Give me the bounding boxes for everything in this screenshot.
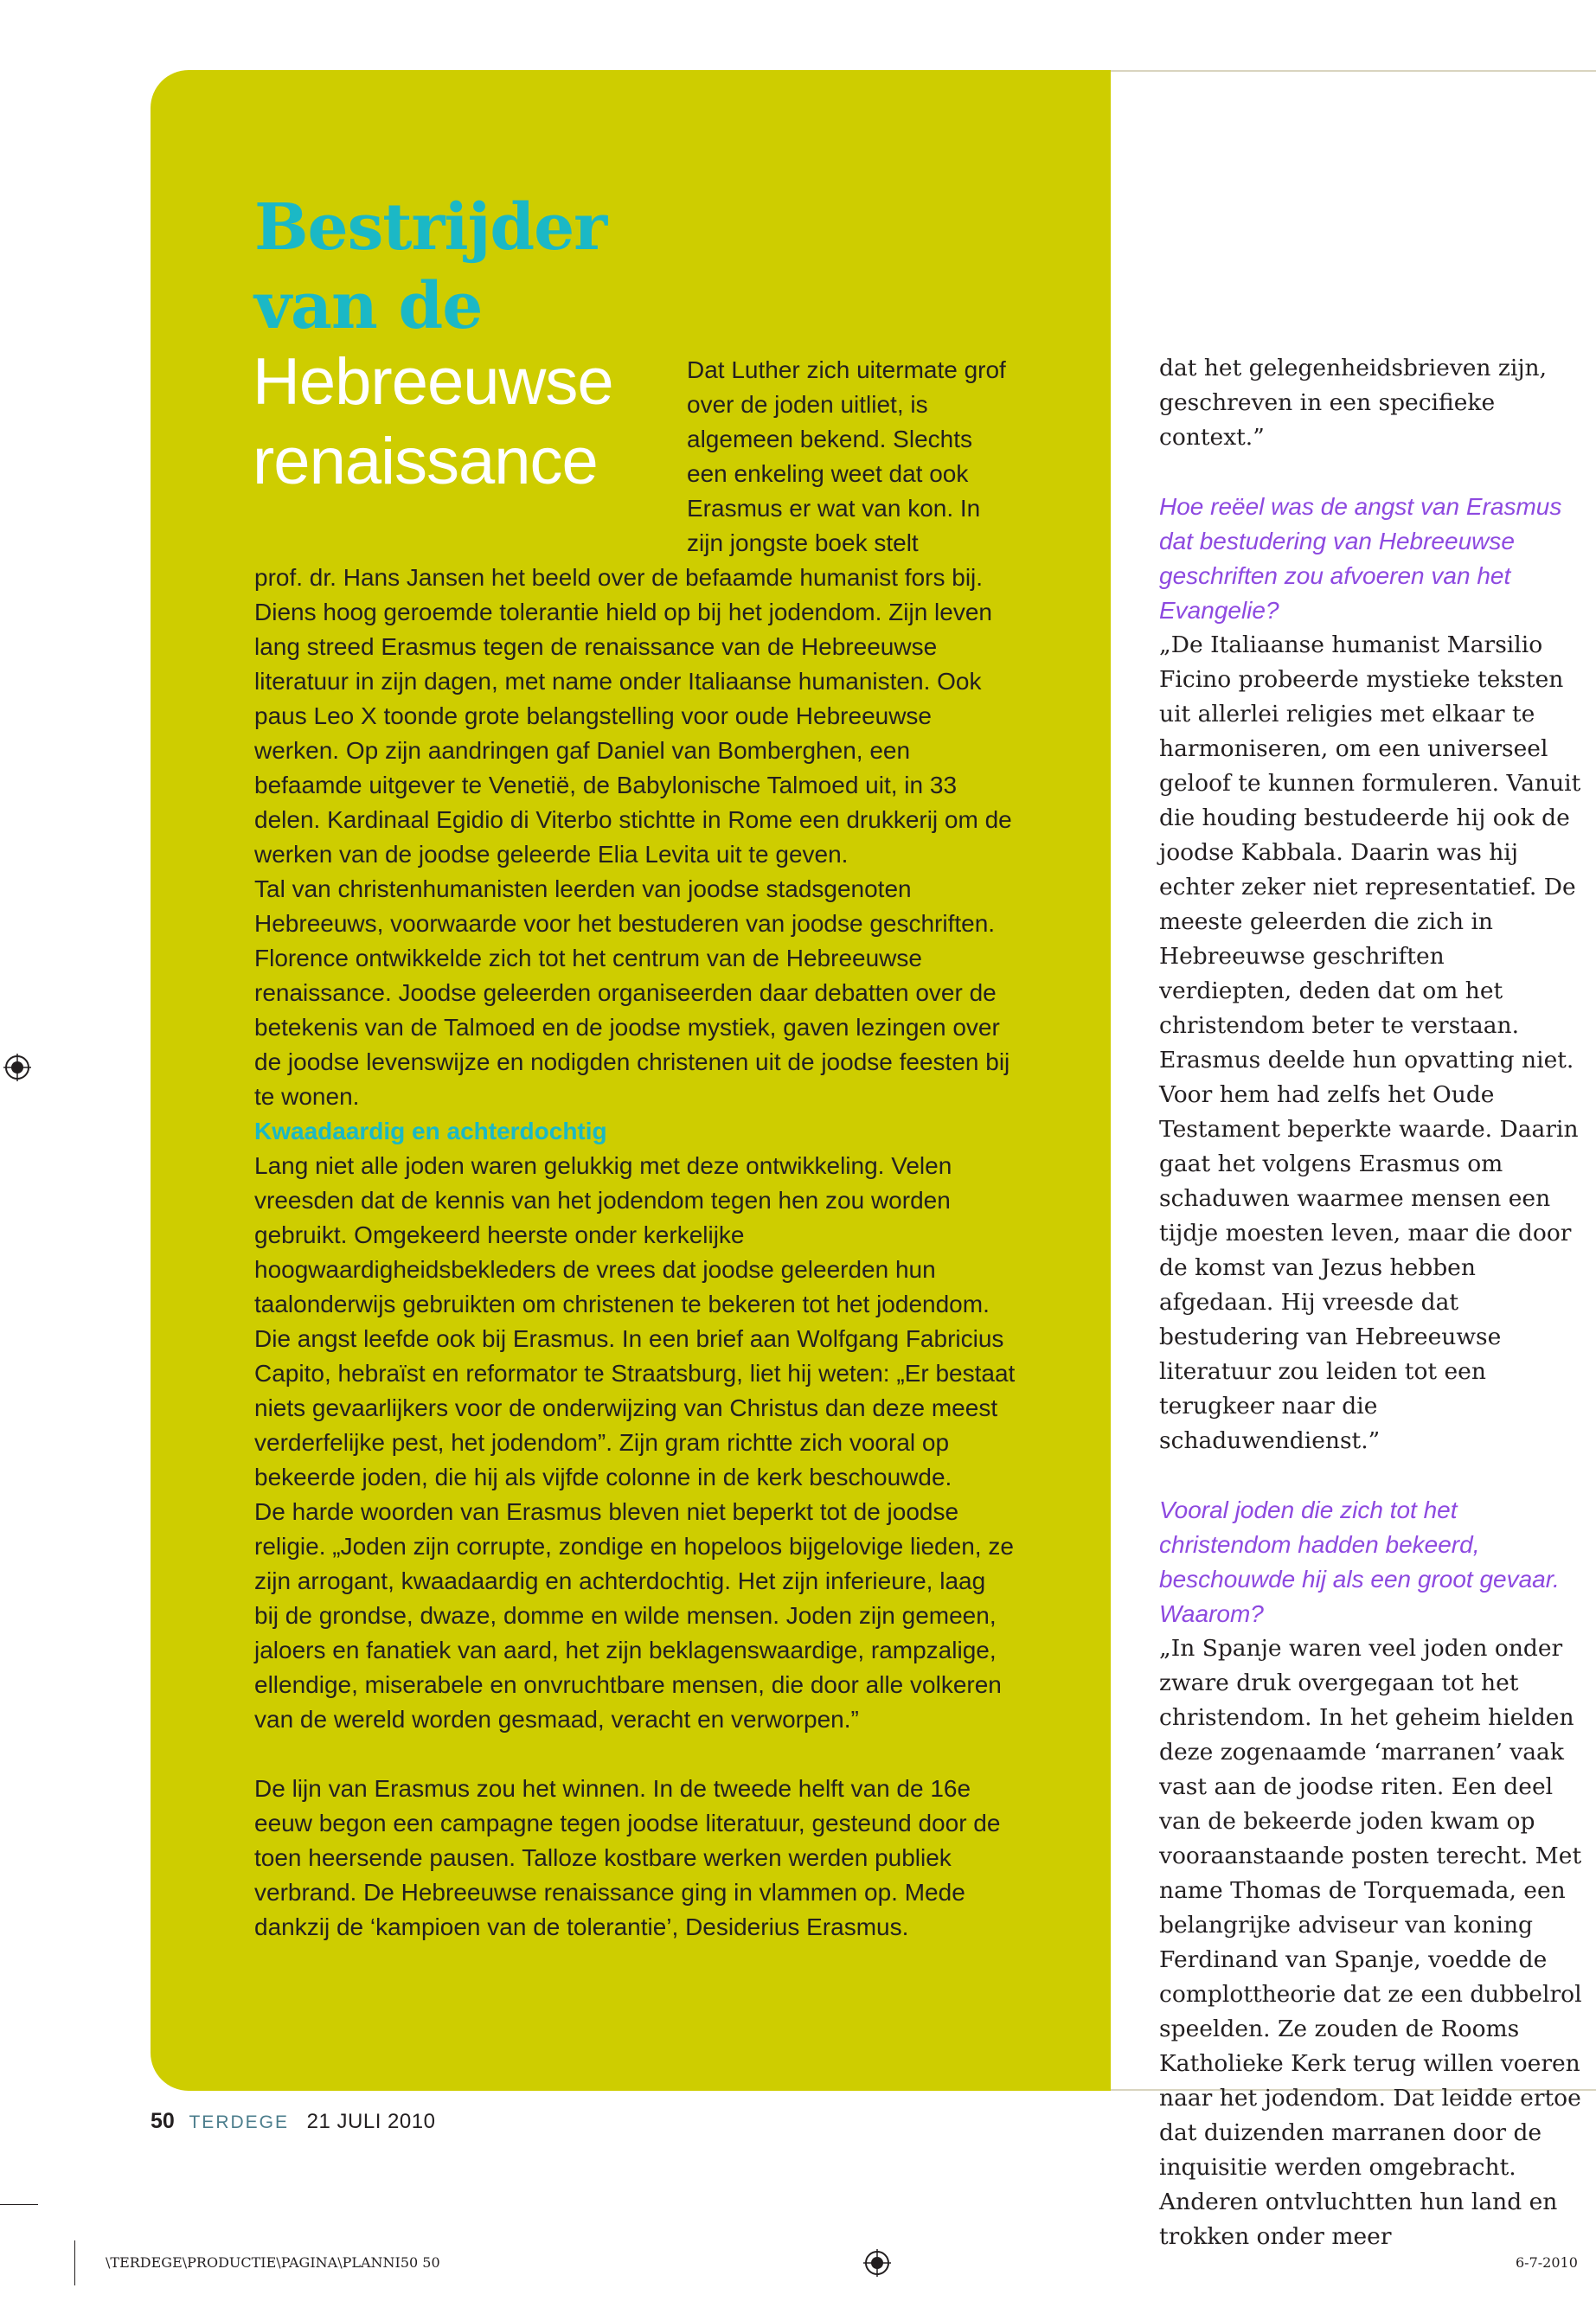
- interview-answer: „In Spanje waren veel joden onder zware druk overgegaan tot het christendom. In het geheim hielden deze zogenaamde ‘marranen’ vaak vast aan de joodse riten. Een deel van de bekeerde joden kwam op vooraanstaande posten terecht. Met name Thomas de Torquemada, een belangrijke adviseur van koning Ferdinand van Spanje, voedde de complottheorie dat ze een dubbelrol speelden. Ze zouden de Rooms Katholieke Kerk terug willen voeren naar het jodendom. Dat leidde ertoe dat duizenden marranen door de inquisitie werden omgebracht. Anderen ontvluchtten hun land en trokken onder meer: [1159, 1635, 1582, 2250]
- title-line-2: van de: [254, 269, 483, 343]
- print-slug-path: \TERDEGE\PRODUCTIE\PAGINA\PLANNI50 50: [106, 2254, 440, 2271]
- registration-mark-icon: [863, 2249, 891, 2277]
- article-title: [254, 189, 635, 346]
- page-number: 50: [151, 2109, 175, 2133]
- left-paragraph: Tal van christenhumanisten leerden van joodse stadsgenoten Hebreeuws, voorwaarde voor het bestuderen van joodse geschriften. Florence ontwikkelde zich tot het centrum van de Hebreeuwse renaissance. Joodse geleerden organiseerden daar debatten over de betekenis van de Talmoed en de joodse mystiek, gaven lezingen over de joodse levenswijze en nodigden christenen uit de joodse feesten bij te wonen.: [254, 875, 1010, 1110]
- title-line-1: Bestrijder: [254, 190, 607, 265]
- top-rule: [1111, 70, 1596, 72]
- section-subhead: Kwaadaardig en achterdochtig: [254, 1118, 607, 1144]
- interview-question: Vooral joden die zich tot het christendom hadden bekeerd, beschouwde hij als een groot gevaar. Waarom?: [1159, 1497, 1560, 1627]
- article-subtitle: [253, 343, 651, 502]
- right-column: [1159, 351, 1583, 2254]
- interview-question: Hoe reëel was de angst van Erasmus dat bestudering van Hebreeuwse geschriften zou afvoeren van het Evangelie?: [1159, 493, 1562, 624]
- left-paragraph: De harde woorden van Erasmus bleven niet beperkt tot de joodse religie. „Joden zijn corrupte, zondige en hopeloos bijgelovige lieden, ze zijn arrogant, kwaadaardig en achterdochtig. Het zijn inferieure, laag bij de grondse, dwaze, domme en wilde mensen. Joden zijn gemeen, jaloers en fanatiek van aard, het zijn beklagenswaardige, rampzalige, ellendige, miserabele en onvruchtbare mensen, die door alle volkeren van de wereld worden gesmaad, veracht en verworpen.”: [254, 1498, 1014, 1733]
- interview-answer: „De Italiaanse humanist Marsilio Ficino probeerde mystieke teksten uit allerlei religies met elkaar te harmoniseren, om een universeel geloof te kunnen formuleren. Vanuit die houding bestudeerde hij ook de joodse Kabbala. Daarin was hij echter zeker niet representatief. De meeste geleerden die zich in Hebreeuwse geschriften verdiepten, deden dat om het christendom beter te verstaan. Erasmus deelde hun opvatting niet. Voor hem had zelfs het Oude Testament beperkte waarde. Daarin gaat het volgens Erasmus om schaduwen waarmee mensen een tijdje moesten leven, maar die door de komst van Jezus hebben afgedaan. Hij vreesde dat bestudering van Hebreeuwse literatuur zou leiden tot een terugkeer naar die schaduwendienst.”: [1159, 631, 1581, 1454]
- registration-mark-icon: [3, 1054, 31, 1081]
- print-slug-date: 6-7-2010: [1516, 2254, 1578, 2271]
- left-paragraph: prof. dr. Hans Jansen het beeld over de befaamde humanist fors bij. Diens hoog geroemde tolerantie hield op bij het jodendom. Zijn leven lang streed Erasmus tegen de renaissance van de Hebreeuwse literatuur in zijn dagen, met name onder Italiaanse humanisten. Ook paus Leo X toonde grote belangstelling voor oude Hebreeuwse werken. Op zijn aandringen gaf Daniel van Bomberghen, een befaamde uitgever te Venetië, de Babylonische Talmoed uit, in 33 delen. Kardinaal Egidio di Viterbo stichtte in Rome een drukkerij om de werken van de joodse geleerde Elia Levita uit te geven.: [254, 564, 1012, 868]
- crop-mark: [0, 2204, 38, 2205]
- left-column: [254, 561, 1016, 1945]
- issue-date: 21 JULI 2010: [306, 2110, 436, 2133]
- title-line-3: Hebreeuwse: [253, 345, 613, 419]
- crop-mark: [74, 2240, 75, 2285]
- title-line-4: renaissance: [253, 425, 598, 498]
- intro-paragraph: Dat Luther zich uitermate grof over de joden uitliet, is algemeen bekend. Slechts een enkeling weet dat ook Erasmus er wat van kon. In zijn jongste boek stelt: [687, 356, 1006, 556]
- right-opening: dat het gelegenheidsbrieven zijn, geschreven in een specifieke context.”: [1159, 355, 1548, 451]
- left-closing-paragraph: De lijn van Erasmus zou het winnen. In de tweede helft van de 16e eeuw begon een campagne tegen joodse literatuur, gesteund door de toen heersende pausen. Talloze kostbare werken werden publiek verbrand. De Hebreeuwse renaissance ging in vlammen op. Mede dankzij de ‘kampioen van de tolerantie’, Desiderius Erasmus.: [254, 1775, 1001, 1940]
- page-footer: [151, 2109, 435, 2134]
- magazine-name: TERDEGE: [189, 2112, 289, 2132]
- left-paragraph: Lang niet alle joden waren gelukkig met deze ontwikkeling. Velen vreesden dat de kennis van het jodendom tegen hen zou worden gebruikt. Omgekeerd heerste onder kerkelijke hoogwaardigheidsbekleders de vrees dat joodse geleerden hun taalonderwijs gebruikten om christenen te bekeren tot het jodendom. Die angst leefde ook bij Erasmus. In een brief aan Wolfgang Fabricius Capito, hebraïst en reformator te Straatsburg, liet hij weten: „Er bestaat niets gevaarlijkers voor de onderwijzing van Christus dan deze meest verderfelijke pest, het jodendom”. Zijn gram richtte zich vooral op bekeerde joden, die hij als vijfde colonne in de kerk beschouwde.: [254, 1152, 1016, 1490]
